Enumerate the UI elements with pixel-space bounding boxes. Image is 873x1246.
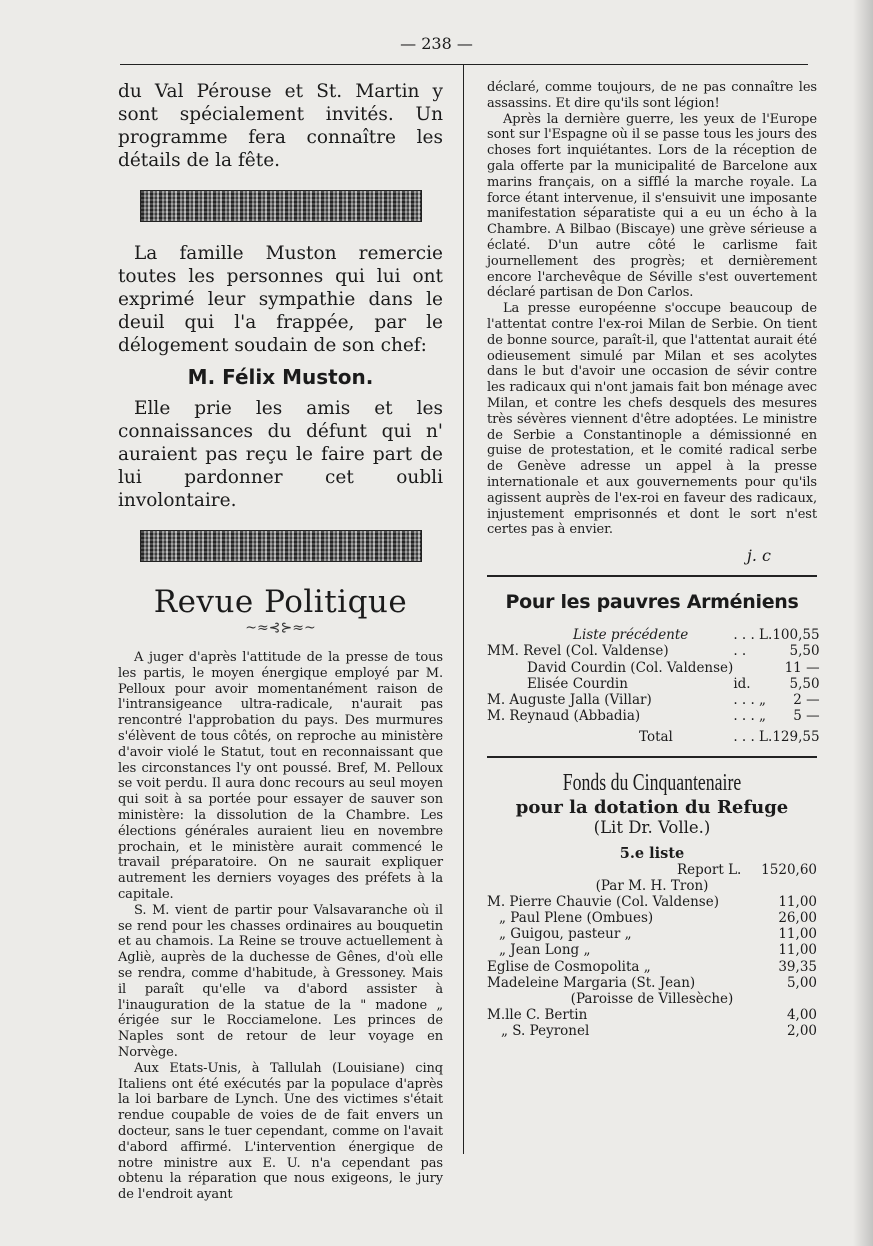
ledger-name: Total bbox=[639, 729, 673, 746]
ledger-total-row bbox=[487, 724, 820, 745]
ledger-amount: 5,00 bbox=[786, 974, 817, 991]
fund-heading: Fonds du Cinquantenaire bbox=[562, 769, 742, 796]
ledger-row bbox=[487, 894, 817, 910]
ledger-amount: 2 — bbox=[793, 691, 820, 708]
ledger-name: Eglise de Cosmopolita „ bbox=[487, 958, 651, 975]
ledger-row bbox=[487, 660, 820, 676]
ledger-amount: 39,35 bbox=[778, 958, 817, 975]
ledger-row bbox=[487, 926, 817, 942]
ledger-row bbox=[487, 862, 817, 878]
column-divider bbox=[463, 64, 464, 1154]
ledger-name: MM. Revel (Col. Valdense) bbox=[487, 643, 669, 660]
ledger-amount: 129,55 bbox=[772, 729, 820, 746]
ledger-row bbox=[487, 942, 817, 958]
ledger-name: Madeleine Margaria (St. Jean) bbox=[487, 974, 696, 991]
fund-subtitle-2: (Lit Dr. Volle.) bbox=[593, 817, 711, 837]
ledger-mid: . . . L. bbox=[733, 627, 773, 644]
ledger-row bbox=[487, 975, 817, 991]
ledger-amount: 26,00 bbox=[778, 909, 817, 926]
ledger-amount: 5,50 bbox=[789, 675, 820, 692]
ledger-amount: 5 — bbox=[793, 708, 820, 725]
header-rule bbox=[120, 64, 808, 65]
article-paragraph: La presse européenne s'occupe beaucoup de l'attentat contre l'ex-roi Milan de Serbie. On tient de bonne source, paraît-il, que l'attentat aurait été odieusement simulé par Milan et ses acolytes dans le but d'avoir une occasion de sévir contre les radicaux qui n'ont jamais fait bon ménage avec Milan, et contre les chefs desquels des mesures très sévères viennent d'être adoptées. Le ministre de Serbie a Constantinople a démissionné en guise de protestation, et le comité radical serbe de Genève adresse un appel à la presse internationale et aux gouvernements pour qu'ils agissent auprès de l'ex-roi en faveur des radicaux, injustement emprisonnés et dont le sort n'est certes pas à envier. bbox=[487, 301, 817, 538]
author-signature: j. c bbox=[746, 546, 771, 566]
ledger-row bbox=[487, 1023, 817, 1039]
ledger-name: David Courdin (Col. Valdense) bbox=[527, 659, 734, 676]
ledger-row bbox=[487, 643, 820, 659]
fund-table bbox=[487, 894, 817, 991]
section-title: Revue Politique bbox=[153, 584, 408, 620]
thanks-paragraph: La famille Muston remercie toutes les personnes qui lui ont exprimé leur sympathie dans le deuil qui l'a frappée, par le délogement soudain de son chef: bbox=[118, 243, 443, 356]
ledger-row bbox=[487, 708, 820, 724]
deceased-name: M. Félix Muston. bbox=[187, 365, 374, 389]
ledger-amount: 11,00 bbox=[778, 942, 817, 959]
ledger-name: M.lle C. Bertin bbox=[487, 1006, 588, 1023]
ledger-mid bbox=[733, 660, 772, 676]
left-column bbox=[118, 80, 443, 1203]
right-column bbox=[487, 80, 820, 1040]
ledger-mid: . . . L. bbox=[733, 729, 773, 746]
ledger-name: „ Paul Plene (Ombues) bbox=[499, 909, 654, 926]
ledger-name: Elisée Courdin bbox=[527, 675, 628, 692]
ornament-divider bbox=[140, 530, 422, 562]
ornament-divider bbox=[140, 190, 422, 222]
ledger-name: „ Guigou, pasteur „ bbox=[499, 926, 632, 943]
ledger-mid: . . . „ bbox=[733, 708, 767, 725]
article-paragraph: A juger d'après l'attitude de la presse de tous les partis, le moyen énergique employé par M. Pelloux pour avoir momentanément raison de l'intransigeance ultra-radicale, n'aurait pas rencontré l'approbation du pays. Des murmures s'élèvent de tous côtés, on reproche au ministère d'avoir violé le Statut, tout en reconnaissant que les circonstances l'y ont poussé. Bref, M. Pelloux se voit perdu. Il aura donc recours au seul moyen qui soit à sa portée pour essayer de sauver son ministère: la dissolution de la Chambre. Les élections générales auraient lieu en novembre prochain, et le ministère aurait commencé le travail préparatoire. On ne saurait expliquer autrement les derniers voyages des préfets à la capitale. bbox=[118, 650, 443, 902]
ledger-name: M. Pierre Chauvie (Col. Valdense) bbox=[487, 893, 719, 910]
ledger-name: „ S. Peyronel bbox=[501, 1023, 590, 1040]
article-paragraph: S. M. vient de partir pour Valsavaranche où il se rend pour les chasses ordinaires au bouquetin et au chamois. La Reine se trouve actuellement à Agliè, auprès de la duchesse de Gênes, d'où elle se rendra, comme d'habitude, à Gressoney. Mais il paraît qu'elle va d'abord assister à l'inauguration de la statue de la " madone „ érigée sur le Rocciamelone. Les princes de Naples sont de retour de leur voyage en Norvège. bbox=[118, 902, 443, 1060]
fund-table bbox=[487, 1007, 817, 1039]
ledger-amount: 11 — bbox=[784, 659, 820, 676]
ledger-row bbox=[487, 910, 817, 926]
subscription-table bbox=[487, 627, 820, 745]
fund-par-line: (Par M. H. Tron) bbox=[595, 877, 709, 894]
ledger-amount: 2,00 bbox=[786, 1023, 817, 1040]
ledger-mid: . . bbox=[733, 643, 747, 660]
title-flourish: ~≈⊰⊱≈~ bbox=[245, 620, 316, 636]
continuation-paragraph: déclaré, comme toujours, de ne pas connaître les assassins. Et dire qu'ils sont légion! bbox=[487, 80, 817, 111]
ledger-row bbox=[487, 676, 820, 692]
fund-table bbox=[487, 862, 817, 878]
ledger-amount: 1520,60 bbox=[761, 861, 817, 878]
scan-edge-shadow bbox=[853, 0, 873, 1246]
ledger-row bbox=[487, 1007, 817, 1023]
fund-subtitle: pour la dotation du Refuge bbox=[515, 796, 789, 818]
ledger-row bbox=[487, 959, 817, 975]
ledger-amount: 11,00 bbox=[778, 926, 817, 943]
ledger-name: „ Jean Long „ bbox=[499, 942, 591, 959]
apology-paragraph: Elle prie les amis et les connaissances du défunt qui n' auraient pas reçu le faire part de lui pardonner cet oubli involontaire. bbox=[118, 398, 443, 511]
subscription-heading: Pour les pauvres Arméniens bbox=[505, 591, 799, 614]
ledger-amount: 100,55 bbox=[772, 627, 820, 644]
article-paragraph: Aux Etats-Unis, à Tallulah (Louisiane) cinq Italiens ont été exécutés par la populace d'après la loi barbare de Lynch. Une des victimes s'était rendue coupable de voies de de fait envers un docteur, sans le tuer cependant, comme on l'avait d'abord affirmé. L'intervention énergique de notre ministre aux E. U. n'a cependant pas obtenu la réparation que nous exigeons, le jury de l'endroit ayant bbox=[118, 1060, 443, 1203]
fund-paroisse-line: (Paroisse de Villesèche) bbox=[570, 990, 734, 1007]
ledger-row bbox=[487, 692, 820, 708]
ledger-name: Liste précédente bbox=[573, 627, 689, 644]
ledger-name: Report L. bbox=[677, 861, 742, 878]
article-paragraph: Après la dernière guerre, les yeux de l'Europe sont sur l'Espagne où il se passe tous les jours des choses fort inquiétantes. Lors de la réception de gala offerte par la municipalité de Barcelone aux marins français, on a sifflé la marche royale. La force étant intervenue, il s'ensuivit une imposante manifestation séparatiste qui a eu un écho à la Chambre. A Bilbao (Biscaye) une grève sérieuse a éclaté. D'un autre côté le carlisme fait journellement des progrès; et dernièrement encore l'archevêque de Séville s'est ouvertement déclaré partisan de Don Carlos. bbox=[487, 111, 817, 301]
list-label: 5.e liste bbox=[619, 844, 685, 862]
page-number: — 238 — bbox=[400, 34, 473, 53]
ledger-mid: id. bbox=[733, 675, 751, 692]
ledger-name: M. Auguste Jalla (Villar) bbox=[487, 691, 652, 708]
ledger-amount: 5,50 bbox=[789, 643, 820, 660]
ledger-row bbox=[487, 627, 820, 643]
ledger-amount: 4,00 bbox=[786, 1006, 817, 1023]
intro-paragraph: du Val Pérouse et St. Martin y sont spécialement invités. Un programme fera connaître les détails de la fête. bbox=[118, 81, 443, 171]
ledger-mid: . . . „ bbox=[733, 691, 767, 708]
ledger-name: M. Reynaud (Abbadia) bbox=[487, 708, 641, 725]
ledger-amount: 11,00 bbox=[778, 893, 817, 910]
